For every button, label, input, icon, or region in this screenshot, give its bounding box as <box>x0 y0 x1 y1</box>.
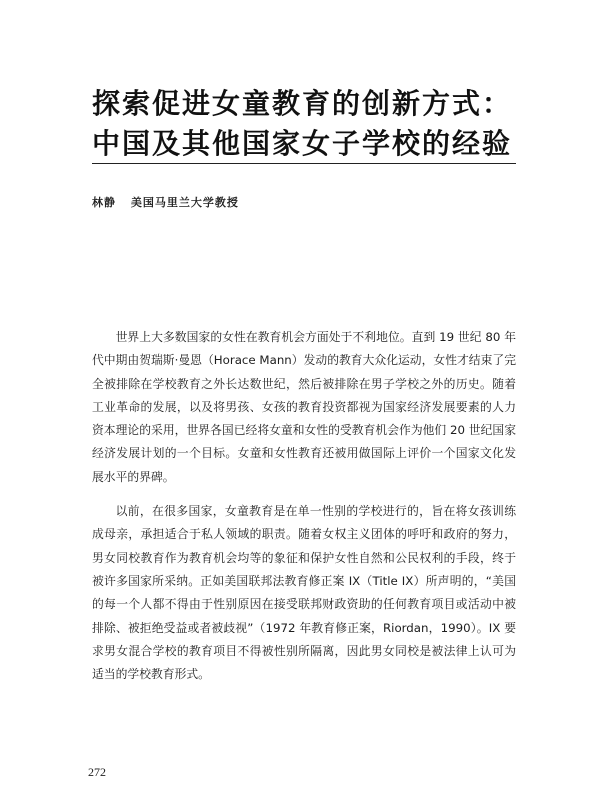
body-text <box>92 326 516 686</box>
article-title <box>92 84 522 164</box>
author-name: 林静 <box>92 196 116 209</box>
title-line-1: 探索促进女童教育的创新方式： <box>92 87 513 120</box>
title-divider <box>92 163 516 164</box>
author-byline <box>92 194 239 210</box>
page-number: 272 <box>88 765 106 779</box>
paragraph-2: 以前，在很多国家，女童教育是在单一性别的学校进行的，旨在将女孩训练成母亲，承担适合于私人领域的职责。随着女权主义团体的呼吁和政府的努力，男女同校教育作为教育机会均等的象征和保护女性自然和公民权利的手段，终于被许多国家所采纳。正如美国联邦法教育修正案 IX（Title IX）所声明的，“美国的每一个人都不得由于性别原因在接受联邦财政资助的任何教育项目或活动中被排除、被拒绝受益或者被歧视”（1972 年教育修正案，Riordan，1990）。IX 要求男女混合学校的教育项目不得被性别所隔离，因此男女同校是被法律上认可为适当的学校教育形式。 <box>92 504 516 682</box>
author-affiliation: 美国马里兰大学教授 <box>130 196 239 209</box>
paragraph-1: 世界上大多数国家的女性在教育机会方面处于不利地位。直到 19 世纪 80 年代中期由贺瑞斯·曼恩（Horace Mann）发动的教育大众化运动，女性才结束了完全被排除在学校教育之外长达数世纪，然后被排除在男子学校之外的历史。随着工业革命的发展，以及将男孩、女孩的教育投资都视为国家经济发展要素的人力资本理论的采用，世界各国已经将女童和女性的受教育机会作为他们 20 世纪国家经济发展计划的一个目标。女童和女性教育还被用做国际上评价一个国家文化发展水平的界碑。 <box>92 330 516 484</box>
title-line-2: 中国及其他国家女子学校的经验 <box>92 127 513 160</box>
